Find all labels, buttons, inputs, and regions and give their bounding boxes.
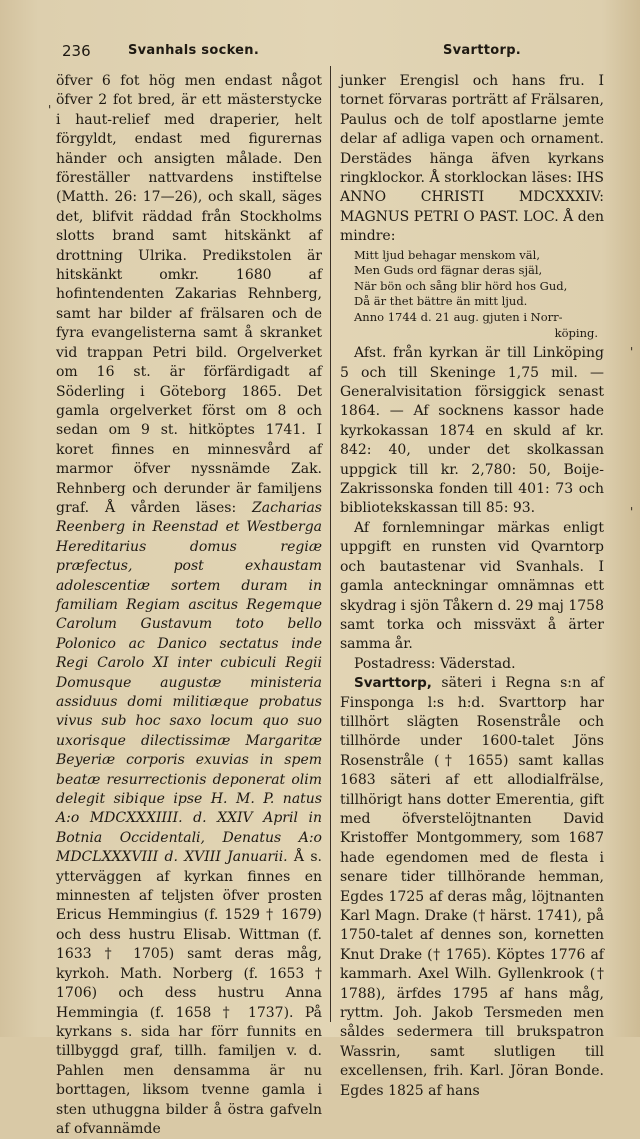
right-paragraph-2: Afst. från kyrkan är till Linköping 5 och till Skeninge 1,75 mil. — Generalvisitation försiggick senast 1864. — Af socknens kassor hade kyrkokassan 1874 en skuld af kr. 842: 40, under det skolkassan uppgick till kr. 2,780: 50, Boije-Zakrissonska fonden till 401: 73 och bibliotekskassan till 85: 93. xyxy=(340,345,604,517)
poem-line: Men Guds ord fägnar deras själ, xyxy=(354,263,543,278)
left-paragraph xyxy=(56,72,322,1139)
poem-line: Då är thet bättre än mitt ljud. xyxy=(354,294,528,309)
latin-inscription: Zacharias Reenberg in Reenstad et Westberga Hereditarius domus regiæ præfectus, post exhaustam adolescentiæ sortem duram in familiam Regiam ascitus Regemque Carolum Gustavum toto bello Polonico ac Danico sectatus inde Regi Carolo XI inter cubiculi Regii Domusque augustæ ministeria assiduus domi militiæque probatus vivus sub hoc saxo locum quo suo uxorisque dilectissimæ Margaritæ Beyeriæ corporis exuvias in spem beatæ resurrectionis deponerat olim delegit sibique ipse H. M. P. natus A:o MDCXXXIIII. d. XXIV April in Botnia Occidentali, Denatus A:o MDCLXXXVIII d. XVIII Januarii. xyxy=(56,499,322,866)
margin-tick: ' xyxy=(630,505,634,519)
right-paragraph-1: junker Erengisl och hans fru. I tornet förvaras porträtt af Frälsaren, Paulus och de tolf apostlarne jemte delar af adliga vapen och ornament. Derstädes hänga äfven kyrkans ringklockor. Å storklockan läses: IHS ANNO CHRISTI MDCXXXIV: MAGNUS PETRI O PAST. LOC. Å den mindre: xyxy=(340,73,604,245)
text-run: Å s. ytterväggen af kyrkan finnes en minnesten af teljsten öfver prosten Ericus Hemmingius (f. 1529 † 1679) och dess hustru Elisab. Wittman (f. 1633 † 1705) samt deras måg, kyrkoh. Math. Norberg (f. 1653 † 1706) och dess hustru Anna Hemmingia (f. 1658 † 1737). På kyrkans s. sida har förr funnits en tillbyggd graf, tillh. familjen v. d. Pahlen men densamma är nu borttagen, liksom tvenne gamla i sten uthuggna bilder å östra gafveln af ofvannämde xyxy=(56,849,322,1137)
margin-tick: ' xyxy=(48,103,52,117)
margin-tick: ' xyxy=(630,345,634,359)
poem-line: Anno 1744 d. 21 aug. gjuten i Norr- xyxy=(354,310,563,325)
bell-inscription xyxy=(354,248,604,342)
page-number: 236 xyxy=(62,42,91,60)
running-title-right: Svarttorp. xyxy=(443,43,522,58)
left-column xyxy=(56,72,322,1137)
poem-line: Mitt ljud behagar menskom väl, xyxy=(354,247,540,262)
running-title-left: Svanhals socken. xyxy=(128,43,260,58)
running-header xyxy=(0,36,640,62)
right-column xyxy=(340,72,604,1099)
right-paragraph-3: Af fornlemningar märkas enligt uppgift en runsten vid Qvarntorp och bautastenar vid Svanhals. I gamla anteckningar omnämnas ett skydrag i sjön Tåkern d. 29 maj 1758 samt torka och missväxt å ärter samma år. xyxy=(340,519,604,653)
poem-line: köping. xyxy=(554,325,598,340)
poem-line: När bön och sång blir hörd hos Gud, xyxy=(354,278,568,293)
entry-heading: Svarttorp, xyxy=(354,675,432,692)
text-run: öfver 6 fot hög men endast något öfver 2 fot bred, är ett mästerstycke i haut-relief med draperier, helt förgyldt, endast med figurernas händer och ansigten målade. Den föreställer nattvardens instiftelse (Matth. 26: 17—26), och skall, säges det, blifvit räddad från Stockholms slotts brand samt hitskänkt af drottning Ulrika. Predikstolen är hitskänkt omkr. 1680 af hofintendenten Zakarias Rehnberg, samt har bilder af frälsaren och de fyra evangelisterna samt å skranket vid trappan Petri bild. Orgelverket om 16 st. är förfärdigadt af Söderling i Göteborg 1865. Det gamla orgelverket först om 8 och sedan om 9 st. hitköptes 1741. I koret finnes en minnesvård af marmor öfver nyssnämde Zak. Rehnberg och derunder är familjens graf. Å vården läses: xyxy=(56,73,322,516)
column-divider xyxy=(330,66,331,1022)
text-run: säteri i Regna s:n af Finsponga l:s h:d. Svarttorp har tillhört slägten Rosenstråle och tillhörde under 1600-talet Jöns Rosenstråle († 1655) samt kallas 1683 säteri af ett allodialfrälse, tillhörigt hans dotter Emerentia, gift med öfverstelöjtnanten David Kristoffer Montgommery, som 1687 hade egendomen med de flesta i senare tider tillhörande hemman, Egdes 1725 af deras måg, löjtnanten Karl Magn. Drake († härst. 1741), på 1750-talet af dennes son, kornetten Knut Drake († 1765). Köptes 1776 af kammarh. Axel Wilh. Gyllenkrook († 1788), ärfdes 1795 af hans måg, ryttm. Joh. Jakob Tersmeden men såldes sedermera till brukspatron Wassrin, samt slutligen till excellensen, frih. Karl. Jöran Bonde. Egdes 1825 af hans xyxy=(340,675,604,1099)
postal-address: Postadress: Väderstad. xyxy=(354,655,516,672)
right-paragraph-5 xyxy=(340,674,604,1101)
